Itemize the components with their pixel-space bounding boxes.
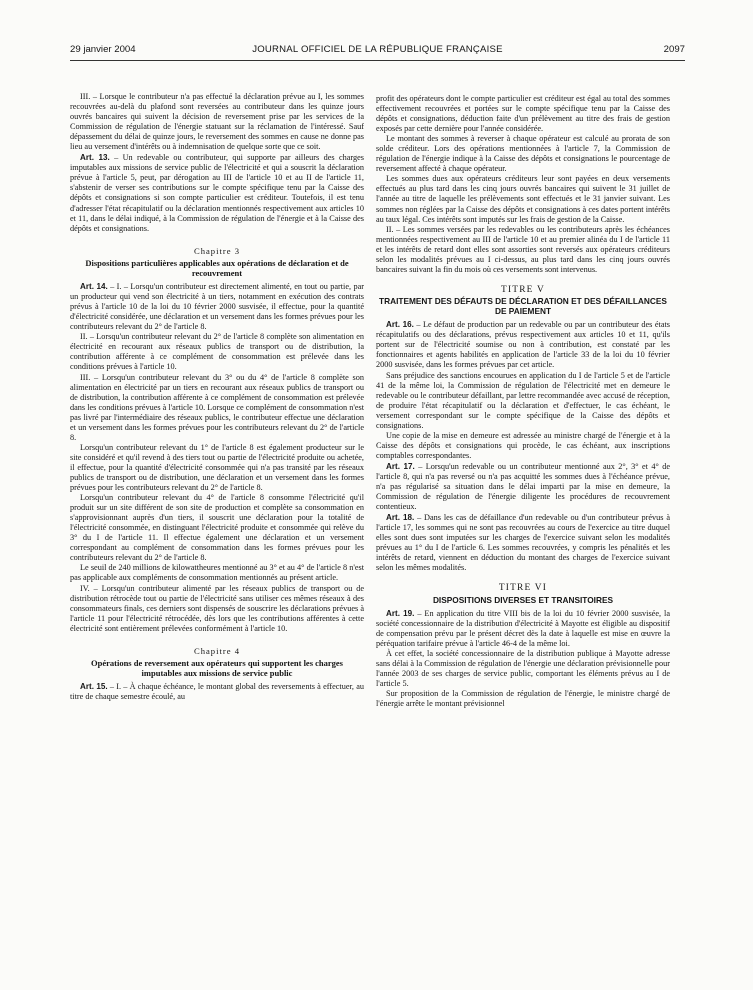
article-text: – I. – Lorsqu'un contributeur est directement alimenté, en tout ou partie, par un producteur qui vend son électricité à un tiers, notamment en exécution des contrats prévus à l'article 10 de la loi du 10 février 2000 susvisée, il effectue, pour la quantité d'électricité considérée, une déclaration et un versement dans les formes prévues pour les contributeurs relevant du 2° de l'article 8. xyxy=(70,282,364,332)
article-label: Art. 16. xyxy=(386,320,414,330)
paragraph: Le montant des sommes à reverser à chaque opérateur est calculé au prorata de son solde créditeur. Lors des opérations mentionnées à l'article 7, la Commission de régulation de l'énergie indique à la Caisse des dépôts et consignations le pourcentage de reversement affecté à chaque opérateur. xyxy=(376,134,670,174)
paragraph: Lorsqu'un contributeur relevant du 4° de l'article 8 consomme l'électricité qu'il produit sur un site différent de son site de production et complète sa consommation en s'approvisionnant auprès d'un tiers, il souscrit une déclaration pour la totalité de l'électricité consommée, en distinguant l'électricité produite et consommée qui relève du 3° du I de l'article 11. Il effectue également une déclaration et un versement correspondant au complément de consommation dans les formes prévues pour les contributeurs relevant du 2° de l'article 8. xyxy=(70,493,364,563)
paragraph: Une copie de la mise en demeure est adressée au ministre chargé de l'énergie et à la Caisse des dépôts et consignations qui procède, le cas échéant, aux inscriptions comptables correspondantes. xyxy=(376,430,670,460)
header-page-number: 2097 xyxy=(663,44,685,55)
chapter-heading: Chapitre 4 xyxy=(193,645,241,656)
paragraph: III. – Lorsque le contributeur n'a pas effectué la déclaration prévue au I, les sommes recouvrées au-delà du plafond sont reversées au contributeur dans les quinze jours ouvrés bancaires qui suivent la décision de reversement prise par les services de la Commission de régulation de l'énergie statuant sur la réclamation de l'intéressé. Sauf dépassement du délai de quinze jours, le reversement des sommes en cause ne donne pas lieu au versement d'intérêts ou à indemnisation de quelque sorte que ce soit. xyxy=(70,92,364,152)
titre-title: DISPOSITIONS DIVERSES ET TRANSITOIRES xyxy=(432,594,614,605)
chapter-heading: Chapitre 3 xyxy=(193,245,241,256)
chapter-title: Dispositions particulières applicables aux opérations de déclaration et de recouvrement xyxy=(85,257,349,278)
article-17 xyxy=(376,462,670,512)
paragraph: II. – Les sommes versées par les redevables ou les contributeurs après les échéances mentionnées respectivement au III de l'article 10 et au premier alinéa du I de l'article 11 et les intérêts de retard dont elles sont assorties sont reversés aux opérateurs créditeurs selon les modalités prévues au I ci-dessus, au plus tard dans les cinq jours ouvrés bancaires suivant la fin du mois où ces versements sont intervenus. xyxy=(376,224,670,274)
article-label: Art. 14. xyxy=(80,282,108,292)
article-label: Art. 19. xyxy=(386,608,415,618)
paragraph: Sans préjudice des sanctions encourues en application du I de l'article 5 et de l'article 41 de la même loi, la Commission de régulation de l'électricité met en demeure le redevable ou le contributeur défaillant, par lettre recommandée avec accusé de réception, de produire l'état récapitulatif ou la déclaration et d'effectuer, le cas échéant, le versement correspondant sur le compte spécifique de la Caisse des dépôts et consignations. xyxy=(376,370,670,430)
chapter-title: Opérations de reversement aux opérateurs qui supportent les charges imputables aux missions de service public xyxy=(91,657,343,678)
article-label: Art. 18. xyxy=(386,513,415,523)
article-13 xyxy=(70,153,364,233)
article-label: Art. 17. xyxy=(386,461,415,471)
article-18 xyxy=(376,513,670,573)
paragraph: À cet effet, la société concessionnaire de la distribution publique à Mayotte adresse sans délai à la Commission de régulation de l'énergie une déclaration prévisionnelle pour l'année 2003 de ses charges de service public, comportant les éléments prévus au I de l'article 5. xyxy=(376,648,670,689)
titre-heading: TITRE VI xyxy=(498,583,548,594)
article-text: – Dans les cas de défaillance d'un redevable ou d'un contributeur prévus à l'article 17, les sommes qui ne sont pas recouvrées au cours de l'exercice au titre duquel elles sont dues sont imputées sur les charges de l'exercice suivant selon les modalités prévues au 1° du I de l'article 6. Les sommes recouvrées, y compris les pénalités et les intérêts de retard, viennent en déduction du montant des charges de l'exercice suivant selon les mêmes modalités. xyxy=(376,513,670,573)
paragraph: III. – Lorsqu'un contributeur relevant du 3° ou du 4° de l'article 8 complète son alimentation en électricité par un tiers en recourant aux réseaux publics de transport ou de distribution, la contribution afférente à ce complément de consommation est prélevée dans les conditions prévues à l'article 10. Lorsque ce complément de consommation n'est pas livré par l'intermédiaire des réseaux publics, le contributeur effectue une déclaration et un versement dans les formes prévues pour les contributeurs relevant du 2° de l'article 8. xyxy=(70,372,364,442)
article-text: – I. – À chaque échéance, le montant global des reversements à effectuer, au titre de chaque semestre écoulé, au xyxy=(70,682,364,702)
article-19 xyxy=(376,609,670,649)
article-16 xyxy=(376,320,670,370)
header-rule xyxy=(70,60,685,61)
article-15 xyxy=(70,682,364,702)
paragraph: Lorsqu'un contributeur relevant du 1° de l'article 8 est également producteur sur le site considéré et qu'il revend à des tiers tout ou partie de l'électricité produite ou achetée, il effectue, pour la quantité d'électricité consommée qui n'a pas transité par les réseaux publics de transport ou de distribution, une déclaration et un versement dans les formes prévues pour les contributeurs relevant du 2° de l'article 8. xyxy=(70,442,364,493)
right-column xyxy=(376,94,670,984)
header-journal-title: JOURNAL OFFICIEL DE LA RÉPUBLIQUE FRANÇAISE xyxy=(252,44,503,55)
page-header xyxy=(70,42,685,58)
paragraph: Sur proposition de la Commission de régulation de l'énergie, le ministre chargé de l'énergie arrête le montant prévisionnel xyxy=(376,689,670,709)
article-14 xyxy=(70,282,364,332)
header-date: 29 janvier 2004 xyxy=(70,44,136,55)
article-text: – En application du titre VIII bis de la loi du 10 février 2000 susvisée, la société concessionnaire de la distribution d'électricité à Mayotte est éligible au dispositif de compensation prévu par le présent décret dès la date à laquelle est mise en œuvre la péréquation tarifaire prévue à l'article 46-4 de la même loi. xyxy=(376,608,670,648)
paragraph: Le seuil de 240 millions de kilowattheures mentionné au 3° et au 4° de l'article 8 n'est pas applicable aux compléments de consommation mentionnés au présent article. xyxy=(70,563,364,583)
titre-heading: TITRE V xyxy=(501,284,545,295)
paragraph: II. – Lorsqu'un contributeur relevant du 2° de l'article 8 complète son alimentation en électricité en recourant aux réseaux publics de transport ou de distribution, la contribution afférente à ce complément de consommation est prélevée dans les conditions prévues à l'article 10. xyxy=(70,332,364,372)
article-text: – Lorsqu'un redevable ou un contributeur mentionné aux 2°, 3° et 4° de l'article 8, qui n'a pas reversé ou n'a pas acquitté les sommes dues à l'échéance prévue, n'a pas régularisé sa situation dans le délai imparti par la mise en demeure, la Commission de régulation de l'énergie diligente les procédures de recouvrement contentieux. xyxy=(376,461,670,512)
article-text: – Le défaut de production par un redevable ou par un contributeur des états récapitulatifs ou des déclarations, prévus respectivement aux articles 10 et 11, qu'ils portent sur de l'électricité soumise ou non à contribution, est constaté par les fonctionnaires et agents habilités en application de l'article 33 de la loi du 10 février 2000 susvisée, dans les formes prévues par cet article. xyxy=(376,320,670,370)
left-column xyxy=(70,92,364,982)
titre-title: TRAITEMENT DES DÉFAUTS DE DÉCLARATION ET DES DÉFAILLANCES DE PAIEMENT xyxy=(379,295,667,317)
article-label: Art. 13. xyxy=(80,153,110,163)
paragraph: IV. – Lorsqu'un contributeur alimenté par les réseaux publics de transport ou de distribution rétrocède tout ou partie de l'électricité sans utiliser ces mêmes réseaux à des consommateurs finals, ces derniers sont dispensés de souscrire les déclarations prévues à l'article 11 pour l'électricité rétrocédée, dès lors que les contributions afférentes à cette électricité sont entièrement prélevées conformément à l'article 10. xyxy=(70,583,364,633)
paragraph: Les sommes dues aux opérateurs créditeurs leur sont payées en deux versements effectués au plus tard dans les cinq jours ouvrés bancaires qui suivent le 31 juillet de l'année au titre de laquelle les prélèvements sont effectués et le 31 janvier suivant. Les sommes non réglées par la Caisse des dépôts et consignations à ces dates portent intérêts au taux légal. Ces intérêts sont imputés sur les frais de gestion de la Caisse. xyxy=(376,174,670,224)
article-label: Art. 15. xyxy=(80,682,108,692)
paragraph: profit des opérateurs dont le compte particulier est créditeur est égal au total des sommes effectivement recouvrées et portées sur le compte spécifique tenu par la Caisse des dépôts et consignations, déduction faite d'un prélèvement au titre des frais de gestion exposés par cette dernière pour l'année considérée. xyxy=(376,94,670,134)
article-text: – Un redevable ou contributeur, qui supporte par ailleurs des charges imputables aux missions de service public de l'électricité et qui a souscrit la déclaration prévue à l'article 5, peut, par dérogation au III de l'article 10 et au II de l'article 11, s'abstenir de verser ses contributions sur le compte spécifique tenu par la Caisse des dépôts et consignations si son compte particulier est créditeur. Toutefois, il est tenu d'adresser l'état récapitulatif ou la déclaration mentionnés respectivement aux articles 10 et 11, dans le délai indiqué, à la Commission de régulation de l'énergie et à la Caisse des dépôts et consignations. xyxy=(70,153,364,233)
